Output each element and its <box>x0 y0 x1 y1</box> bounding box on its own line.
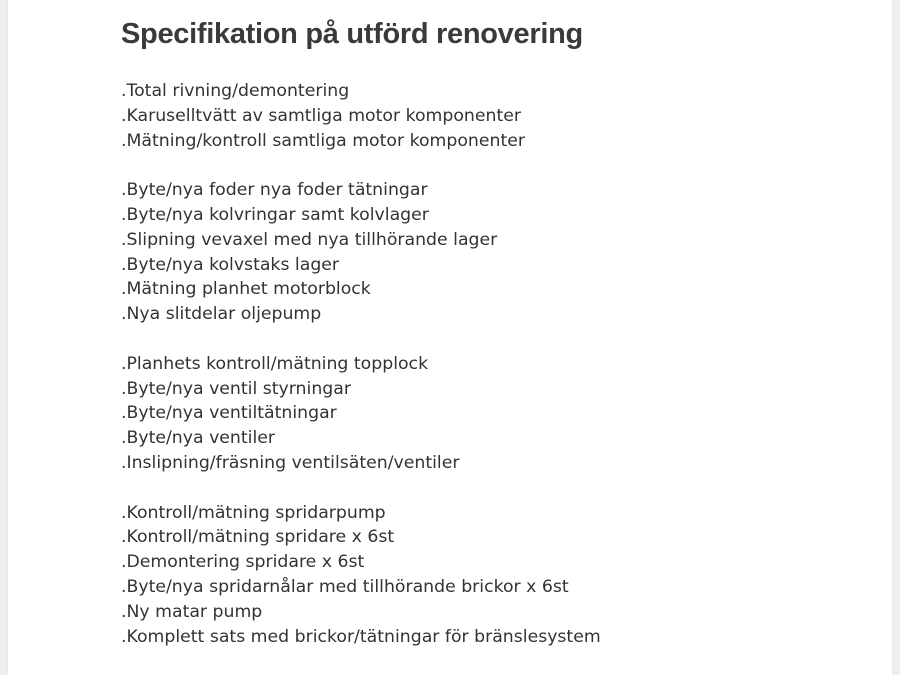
list-item: .Byte/nya foder nya foder tätningar <box>121 180 428 201</box>
group-fuel-system <box>121 501 601 650</box>
list-item: .Kontroll/mätning spridare x 6st <box>121 527 395 548</box>
list-item: .Byte/nya ventiler <box>121 428 275 449</box>
list-item: .Demontering spridare x 6st <box>121 552 365 573</box>
group-cylinder-head <box>121 352 601 476</box>
list-item: .Komplett sats med brickor/tätningar för bränslesystem <box>121 626 601 647</box>
document-page <box>8 0 892 675</box>
list-item: .Inslipning/fräsning ventilsäten/ventiler <box>121 452 460 473</box>
list-item: .Ny matar pump <box>121 601 263 622</box>
specification-list <box>121 79 601 674</box>
list-item: .Mätning planhet motorblock <box>121 279 371 300</box>
list-item: .Byte/nya kolvstaks lager <box>121 254 340 275</box>
list-item: .Total rivning/demontering <box>121 81 350 101</box>
list-item: .Nya slitdelar oljepump <box>121 304 322 325</box>
group-teardown <box>121 79 601 153</box>
list-item: .Byte/nya spridarnålar med tillhörande brickor x 6st <box>121 576 569 597</box>
list-item: .Karuselltvätt av samtliga motor komponenter <box>121 105 521 126</box>
list-item: .Kontroll/mätning spridarpump <box>121 502 386 523</box>
list-item: .Byte/nya kolvringar samt kolvlager <box>121 204 429 225</box>
list-item: .Planhets kontroll/mätning topplock <box>121 353 429 374</box>
list-item: .Byte/nya ventiltätningar <box>121 403 337 424</box>
list-item: .Slipning vevaxel med nya tillhörande lager <box>121 229 498 250</box>
list-item: .Byte/nya ventil styrningar <box>121 378 351 399</box>
list-item: .Mätning/kontroll samtliga motor komponenter <box>121 130 525 151</box>
document-title: Specifikation på utförd renovering <box>121 18 583 50</box>
group-engine-block <box>121 178 601 327</box>
